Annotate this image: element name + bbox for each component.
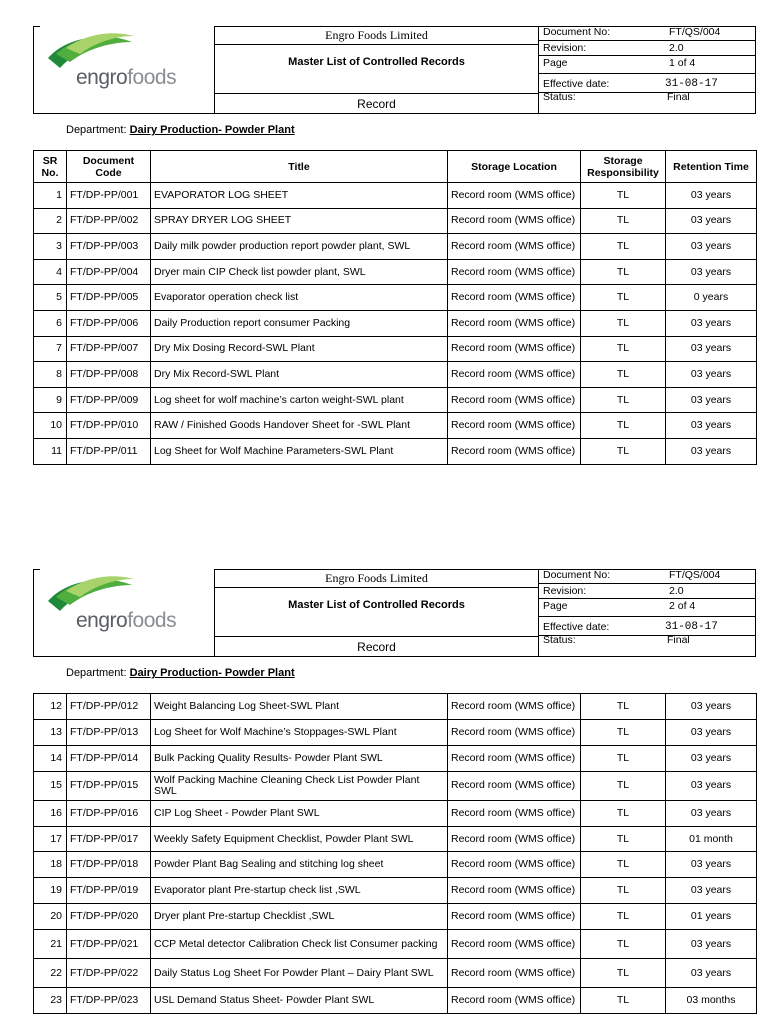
department-line: Department: Dairy Production- Powder Plant [66,124,295,136]
row-responsibility-cell: TL [581,438,666,464]
table-row [34,387,757,413]
table-row [34,234,757,260]
row-title-cell: Evaporator operation check list [151,285,448,311]
row-code-cell: FT/DP-PP/006 [67,310,151,336]
row-retention-cell: 03 years [666,959,757,988]
meta-effective-date: Effective date: 31-08-17 [539,617,755,636]
row-location-cell: Record room (WMS office) [448,438,581,464]
row-title-cell: Powder Plant Bag Sealing and stitching log sheet [151,852,448,878]
row-retention-cell: 03 years [666,745,757,771]
meta-revision: Revision: 2.0 [539,584,755,599]
row-code-cell: FT/DP-PP/021 [67,930,151,959]
row-sr-cell: 17 [34,826,67,852]
row-title-cell: Wolf Packing Machine Cleaning Check List Powder Plant SWL [151,771,448,800]
row-sr-cell: 15 [34,771,67,800]
row-title-cell: CIP Log Sheet - Powder Plant SWL [151,800,448,826]
row-retention-cell: 03 years [666,438,757,464]
table-row [34,413,757,439]
row-responsibility-cell: TL [581,800,666,826]
row-retention-cell: 03 years [666,310,757,336]
row-sr-cell: 11 [34,438,67,464]
row-responsibility-cell: TL [581,183,666,209]
row-retention-cell: 03 years [666,259,757,285]
row-responsibility-cell: TL [581,336,666,362]
row-retention-cell: 03 months [666,988,757,1014]
row-retention-cell: 03 years [666,930,757,959]
company-name: Engro Foods Limited [215,27,538,45]
table-row [34,259,757,285]
row-retention-cell: 03 years [666,336,757,362]
row-responsibility-cell: TL [581,362,666,388]
meta-doc-no: Document No: FT/QS/004 [539,570,755,584]
records-table [33,693,757,1014]
row-code-cell: FT/DP-PP/019 [67,878,151,904]
document-meta [539,569,756,657]
table-row [34,852,757,878]
row-responsibility-cell: TL [581,826,666,852]
row-title-cell: Daily Production report consumer Packing [151,310,448,336]
row-code-cell: FT/DP-PP/004 [67,259,151,285]
table-row [34,988,757,1014]
row-sr-cell: 2 [34,208,67,234]
document-title: Master List of Controlled Records [288,599,465,611]
row-location-cell: Record room (WMS office) [448,826,581,852]
row-location-cell: Record room (WMS office) [448,771,581,800]
row-title-cell: RAW / Finished Goods Handover Sheet for -SWL Plant [151,413,448,439]
row-code-cell: FT/DP-PP/023 [67,988,151,1014]
row-code-cell: FT/DP-PP/002 [67,208,151,234]
row-location-cell: Record room (WMS office) [448,259,581,285]
row-code-cell: FT/DP-PP/018 [67,852,151,878]
row-title-cell: Evaporator plant Pre-startup check list ,SWL [151,878,448,904]
row-responsibility-cell: TL [581,959,666,988]
row-location-cell: Record room (WMS office) [448,362,581,388]
row-location-cell: Record room (WMS office) [448,694,581,720]
document-header [33,26,756,114]
meta-revision: Revision: 2.0 [539,41,755,56]
table-row [34,745,757,771]
row-title-cell: Dry Mix Record-SWL Plant [151,362,448,388]
row-title-cell: Dry Mix Dosing Record-SWL Plant [151,336,448,362]
column-header: Storage Responsibility [581,151,666,183]
table-row [34,336,757,362]
row-location-cell: Record room (WMS office) [448,310,581,336]
row-responsibility-cell: TL [581,719,666,745]
table-row [34,959,757,988]
row-retention-cell: 03 years [666,800,757,826]
header-title-cell [214,569,539,657]
row-title-cell: Log sheet for wolf machine’s carton weight-SWL plant [151,387,448,413]
row-code-cell: FT/DP-PP/010 [67,413,151,439]
table-row [34,930,757,959]
meta-page: Page 1 of 4 [539,56,755,74]
row-title-cell: Daily milk powder production report powder plant, SWL [151,234,448,260]
table-header-row [34,151,757,183]
column-header: Title [151,151,448,183]
meta-status: Status: Final [543,91,690,103]
row-sr-cell: 8 [34,362,67,388]
row-location-cell: Record room (WMS office) [448,285,581,311]
row-sr-cell: 3 [34,234,67,260]
row-location-cell: Record room (WMS office) [448,800,581,826]
row-location-cell: Record room (WMS office) [448,208,581,234]
row-title-cell: Weekly Safety Equipment Checklist, Powder Plant SWL [151,826,448,852]
row-code-cell: FT/DP-PP/013 [67,719,151,745]
row-sr-cell: 10 [34,413,67,439]
row-title-cell: Log Sheet for Wolf Machine’s Stoppages-SWL Plant [151,719,448,745]
row-sr-cell: 16 [34,800,67,826]
row-location-cell: Record room (WMS office) [448,988,581,1014]
meta-effective-date: Effective date: 31-08-17 [539,74,755,93]
record-label: Record [215,636,538,657]
row-sr-cell: 1 [34,183,67,209]
column-header: SR No. [34,151,67,183]
records-table [33,150,757,465]
row-retention-cell: 03 years [666,878,757,904]
document-header [33,569,756,657]
records-table-body [34,694,757,1014]
row-responsibility-cell: TL [581,852,666,878]
row-sr-cell: 9 [34,387,67,413]
row-title-cell: SPRAY DRYER LOG SHEET [151,208,448,234]
row-retention-cell: 01 years [666,904,757,930]
records-table-body [34,183,757,465]
table-row [34,878,757,904]
table-row [34,285,757,311]
row-location-cell: Record room (WMS office) [448,234,581,260]
row-sr-cell: 20 [34,904,67,930]
row-retention-cell: 0 years [666,285,757,311]
row-location-cell: Record room (WMS office) [448,745,581,771]
table-row [34,438,757,464]
row-location-cell: Record room (WMS office) [448,930,581,959]
row-code-cell: FT/DP-PP/001 [67,183,151,209]
record-label: Record [215,93,538,114]
table-row [34,362,757,388]
row-title-cell: Log Sheet for Wolf Machine Parameters-SWL Plant [151,438,448,464]
row-sr-cell: 5 [34,285,67,311]
row-sr-cell: 19 [34,878,67,904]
row-sr-cell: 7 [34,336,67,362]
document-title: Master List of Controlled Records [288,56,465,68]
column-header: Document Code [67,151,151,183]
document-meta [539,26,756,114]
row-code-cell: FT/DP-PP/008 [67,362,151,388]
row-title-cell: EVAPORATOR LOG SHEET [151,183,448,209]
row-responsibility-cell: TL [581,904,666,930]
row-code-cell: FT/DP-PP/020 [67,904,151,930]
row-code-cell: FT/DP-PP/011 [67,438,151,464]
row-responsibility-cell: TL [581,387,666,413]
row-responsibility-cell: TL [581,878,666,904]
row-sr-cell: 13 [34,719,67,745]
row-location-cell: Record room (WMS office) [448,959,581,988]
table-row [34,904,757,930]
row-code-cell: FT/DP-PP/003 [67,234,151,260]
row-title-cell: CCP Metal detector Calibration Check list Consumer packing [151,930,448,959]
row-location-cell: Record room (WMS office) [448,878,581,904]
row-sr-cell: 14 [34,745,67,771]
row-retention-cell: 03 years [666,719,757,745]
row-sr-cell: 21 [34,930,67,959]
logo-cell [33,569,214,657]
row-retention-cell: 03 years [666,208,757,234]
department-line: Department: Dairy Production- Powder Plant [66,667,295,679]
row-retention-cell: 03 years [666,771,757,800]
row-sr-cell: 23 [34,988,67,1014]
row-title-cell: Bulk Packing Quality Results- Powder Plant SWL [151,745,448,771]
row-location-cell: Record room (WMS office) [448,183,581,209]
row-location-cell: Record room (WMS office) [448,336,581,362]
table-row [34,719,757,745]
row-title-cell: Weight Balancing Log Sheet-SWL Plant [151,694,448,720]
logo-wordmark: engrofoods [76,66,177,89]
row-retention-cell: 03 years [666,852,757,878]
row-sr-cell: 4 [34,259,67,285]
row-code-cell: FT/DP-PP/007 [67,336,151,362]
row-code-cell: FT/DP-PP/016 [67,800,151,826]
column-header: Retention Time [666,151,757,183]
table-row [34,208,757,234]
row-code-cell: FT/DP-PP/014 [67,745,151,771]
row-code-cell: FT/DP-PP/017 [67,826,151,852]
row-responsibility-cell: TL [581,234,666,260]
row-sr-cell: 12 [34,694,67,720]
row-responsibility-cell: TL [581,930,666,959]
row-sr-cell: 22 [34,959,67,988]
table-row [34,694,757,720]
row-title-cell: USL Demand Status Sheet- Powder Plant SWL [151,988,448,1014]
row-location-cell: Record room (WMS office) [448,413,581,439]
row-title-cell: Daily Status Log Sheet For Powder Plant – Dairy Plant SWL [151,959,448,988]
row-responsibility-cell: TL [581,208,666,234]
row-responsibility-cell: TL [581,285,666,311]
row-code-cell: FT/DP-PP/012 [67,694,151,720]
table-row [34,826,757,852]
row-code-cell: FT/DP-PP/009 [67,387,151,413]
row-retention-cell: 03 years [666,387,757,413]
row-responsibility-cell: TL [581,988,666,1014]
logo-wordmark: engrofoods [76,609,177,632]
row-location-cell: Record room (WMS office) [448,719,581,745]
table-row [34,183,757,209]
row-retention-cell: 01 month [666,826,757,852]
row-retention-cell: 03 years [666,694,757,720]
row-retention-cell: 03 years [666,362,757,388]
row-code-cell: FT/DP-PP/022 [67,959,151,988]
row-retention-cell: 03 years [666,183,757,209]
row-title-cell: Dryer plant Pre-startup Checklist ,SWL [151,904,448,930]
row-retention-cell: 03 years [666,234,757,260]
logo-cell [33,26,214,114]
table-row [34,310,757,336]
row-responsibility-cell: TL [581,310,666,336]
meta-status: Status: Final [543,634,690,646]
row-responsibility-cell: TL [581,694,666,720]
row-retention-cell: 03 years [666,413,757,439]
header-title-cell [214,26,539,114]
table-row [34,800,757,826]
column-header: Storage Location [448,151,581,183]
row-responsibility-cell: TL [581,771,666,800]
row-responsibility-cell: TL [581,745,666,771]
row-title-cell: Dryer main CIP Check list powder plant, SWL [151,259,448,285]
row-code-cell: FT/DP-PP/005 [67,285,151,311]
meta-page: Page 2 of 4 [539,599,755,617]
row-location-cell: Record room (WMS office) [448,852,581,878]
row-sr-cell: 6 [34,310,67,336]
meta-doc-no: Document No: FT/QS/004 [539,27,755,41]
company-name: Engro Foods Limited [215,570,538,588]
row-location-cell: Record room (WMS office) [448,387,581,413]
row-responsibility-cell: TL [581,413,666,439]
row-code-cell: FT/DP-PP/015 [67,771,151,800]
row-responsibility-cell: TL [581,259,666,285]
row-location-cell: Record room (WMS office) [448,904,581,930]
table-row [34,771,757,800]
row-sr-cell: 18 [34,852,67,878]
